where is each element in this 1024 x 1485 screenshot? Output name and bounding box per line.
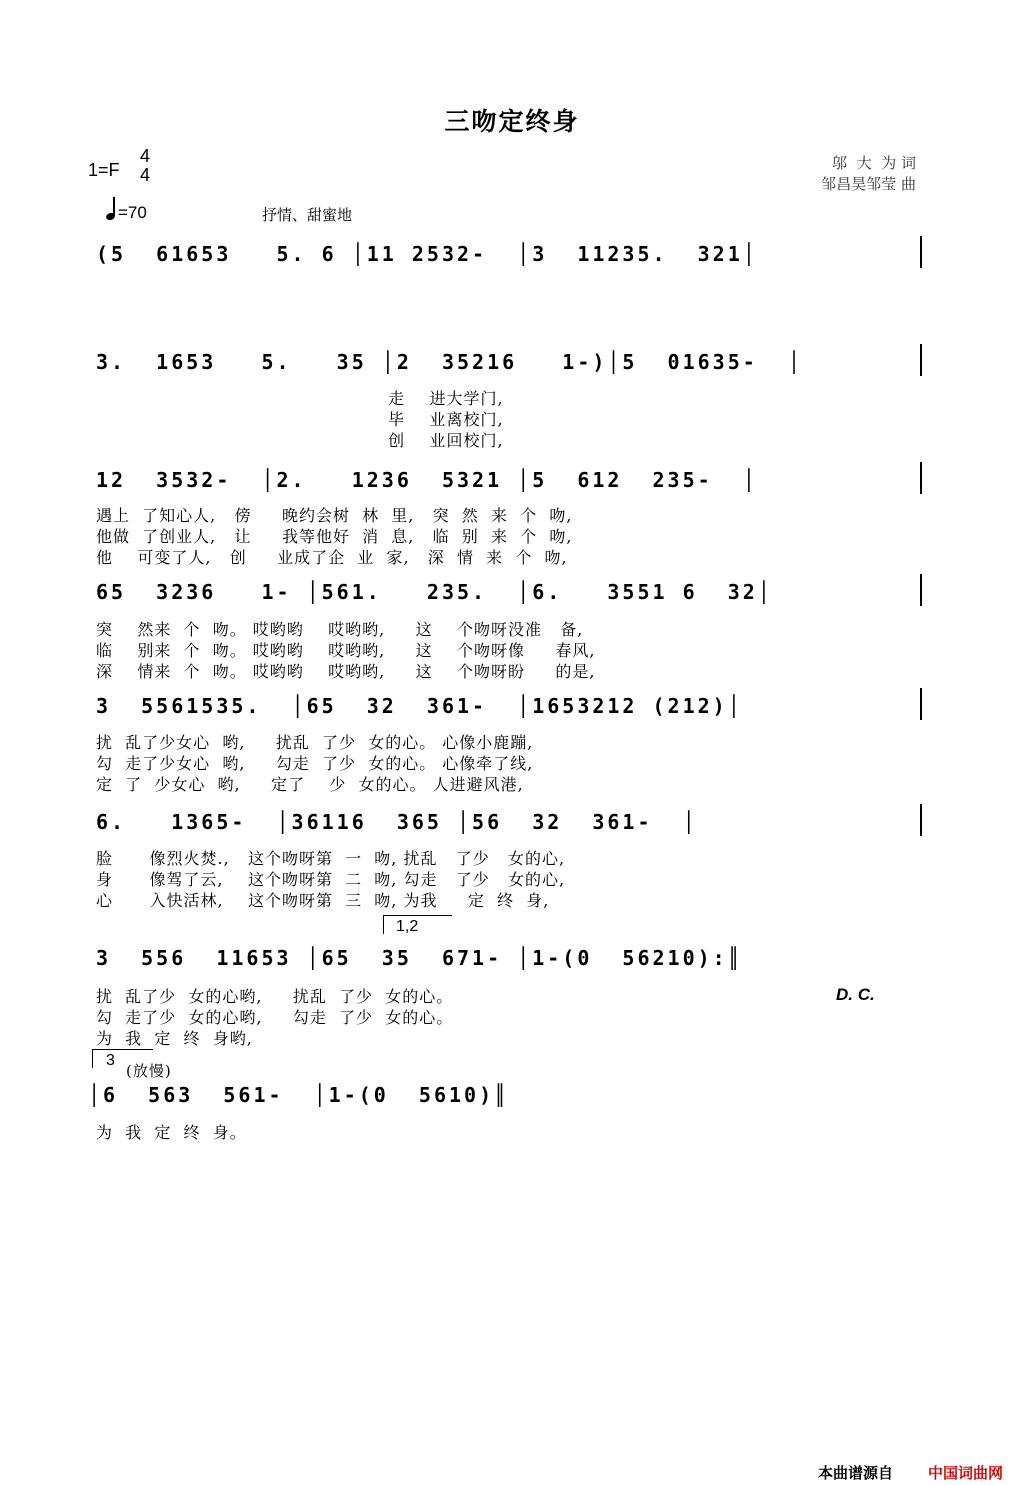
lyrics-row-3-verse-2: 他做 了创业人, 让 我等他好 消 息, 临 别 来 个 吻, bbox=[96, 527, 573, 546]
notation-row-7: 3 556 11653 │65 35 671- │1-(0 56210):║ bbox=[96, 946, 743, 970]
notation-row-4: 65 3236 1- │561. 235. │6. 3551 6 32│ bbox=[96, 580, 773, 604]
barline bbox=[920, 462, 922, 494]
lyrics-row-7-verse-1: 扰 乱了少 女的心哟, 扰乱 了少 女的心。 bbox=[96, 987, 454, 1006]
lyrics-row-6-verse-1: 脸 像烈火焚., 这个吻呀第 一 吻, 扰乱 了少 女的心, bbox=[96, 849, 566, 868]
lyrics-row-2-verse-1: 走 进大学门, bbox=[96, 389, 504, 408]
lyrics-row-8-verse-1: 为 我 定 终 身。 bbox=[96, 1123, 247, 1142]
slow-down-marking: (放慢) bbox=[126, 1062, 172, 1080]
lyrics-row-4-verse-1: 突 然来 个 吻。 哎哟哟 哎哟哟, 这 个吻呀没准 备, bbox=[96, 620, 584, 639]
score-title: 三吻定终身 bbox=[444, 107, 580, 136]
notation-row-5: 3 5561535. │65 32 361- │1653212 (212)│ bbox=[96, 694, 743, 718]
lyricist-credit: 邬 大 为 词 bbox=[832, 154, 916, 172]
footer-source-label: 本曲谱源自 bbox=[818, 1464, 894, 1482]
notation-row-2: 3. 1653 5. 35 │2 35216 1-)│5 01635- │ bbox=[96, 350, 803, 374]
lyrics-row-2-verse-3: 创 业回校门, bbox=[96, 431, 504, 450]
notation-row-3: 12 3532- │2. 1236 5321 │5 612 235- │ bbox=[96, 468, 758, 492]
notation-row-1: (5 61653 5. 6 │11 2532- │3 11235. 321│ bbox=[96, 242, 758, 266]
time-signature bbox=[138, 147, 152, 185]
lyrics-row-7-verse-2: 勾 走了少 女的心哟, 勾走 了少 女的心。 bbox=[96, 1008, 454, 1027]
tempo-marking: =70 bbox=[118, 203, 147, 222]
lyrics-row-5-verse-3: 定 了 少女心 哟, 定了 少 女的心。 人进避风港, bbox=[96, 775, 524, 794]
lyrics-row-4-verse-3: 深 情来 个 吻。 哎哟哟 哎哟哟, 这 个吻呀盼 的是, bbox=[96, 662, 596, 681]
da-capo-marking: D. C. bbox=[836, 985, 875, 1004]
lyrics-row-2-verse-2: 毕 业离校门, bbox=[96, 410, 504, 429]
time-signature-bottom: 4 bbox=[139, 165, 150, 185]
lyrics-row-6-verse-3: 心 入快活林, 这个吻呀第 三 吻, 为我 定 终 身, bbox=[96, 891, 550, 910]
notation-row-8: │6 563 561- │1-(0 5610)║ bbox=[88, 1083, 510, 1107]
barline bbox=[920, 688, 922, 720]
lyrics-row-4-verse-2: 临 别来 个 吻。 哎哟哟 哎哟哟, 这 个吻呀像 春风, bbox=[96, 641, 596, 660]
lyrics-row-6-verse-2: 身 像驾了云, 这个吻呀第 二 吻, 勾走 了少 女的心, bbox=[96, 870, 566, 889]
barline bbox=[920, 236, 922, 268]
barline bbox=[920, 574, 922, 606]
barline bbox=[920, 804, 922, 836]
barline bbox=[920, 344, 922, 376]
lyrics-row-5-verse-1: 扰 乱了少女心 哟, 扰乱 了少 女的心。 心像小鹿蹦, bbox=[96, 733, 534, 752]
time-signature-top: 4 bbox=[139, 146, 150, 166]
lyrics-row-5-verse-2: 勾 走了少女心 哟, 勾走 了少 女的心。 心像牵了线, bbox=[96, 754, 534, 773]
volta-label-2: 3 bbox=[106, 1052, 115, 1069]
volta-label-1: 1,2 bbox=[396, 918, 419, 935]
footer-site-name[interactable]: 中国词曲网 bbox=[928, 1464, 1004, 1482]
lyrics-row-3-verse-3: 他 可变了人, 创 业成了企 业 家, 深 情 来 个 吻, bbox=[96, 548, 568, 567]
lyrics-row-7-verse-3: 为 我 定 终 身哟, bbox=[96, 1029, 253, 1048]
notation-row-6: 6. 1365- │36116 365 │56 32 361- │ bbox=[96, 810, 698, 834]
quarter-note-head-icon bbox=[105, 212, 116, 222]
composer-credit: 邹昌昊邹莹 曲 bbox=[821, 175, 916, 193]
lyrics-row-3-verse-1: 遇上 了知心人, 傍 晚约会树 林 里, 突 然 来 个 吻, bbox=[96, 506, 573, 525]
expression-marking: 抒情、甜蜜地 bbox=[262, 206, 353, 224]
key-signature: 1=F bbox=[88, 160, 120, 180]
